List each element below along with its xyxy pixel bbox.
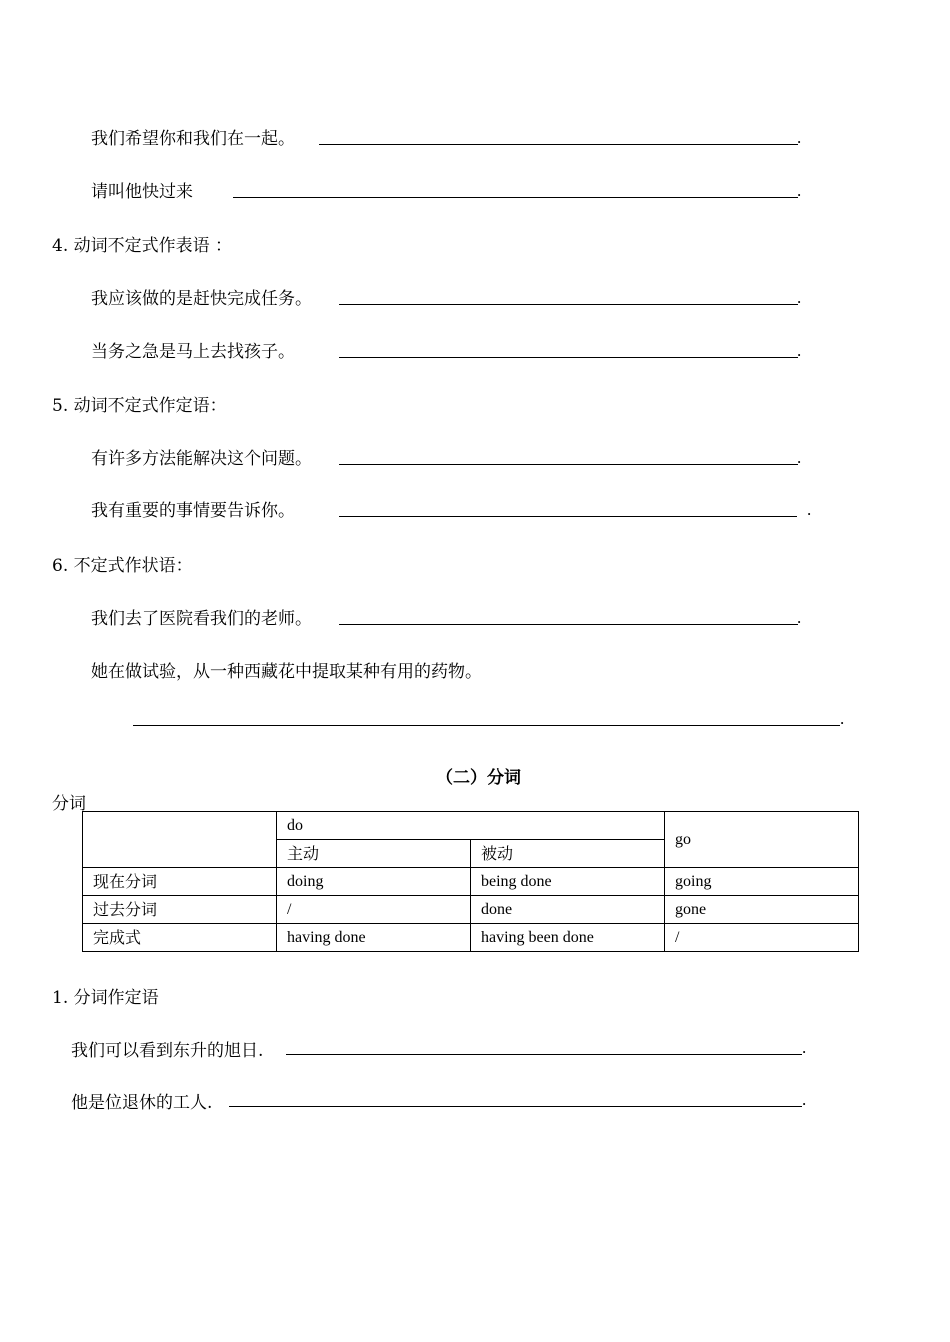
cell-passive: done xyxy=(471,896,665,924)
heading-participle-attributive: 1. 分词作定语 xyxy=(52,988,159,1008)
heading-5: 5. 动词不定式作定语： xyxy=(52,396,227,416)
participle-table xyxy=(82,811,859,952)
table-row xyxy=(83,868,859,896)
sentence-3: 我应该做的是赶快完成任务。 xyxy=(91,289,312,309)
table-header-go: go xyxy=(665,812,859,868)
answer-line-2[interactable] xyxy=(233,197,798,198)
answer-line-8[interactable] xyxy=(133,725,840,726)
sentence-1: 我们希望你和我们在一起。 xyxy=(91,129,295,149)
section-title: （二）分词 xyxy=(436,768,521,788)
answer-line-p1[interactable] xyxy=(286,1054,802,1055)
table-corner-cell xyxy=(83,812,277,868)
table-row xyxy=(83,924,859,952)
table-header-active: 主动 xyxy=(277,840,471,868)
sentence-6: 我有重要的事情要告诉你。 xyxy=(91,501,295,521)
period: . xyxy=(802,1090,807,1109)
table-header-do: do xyxy=(277,812,665,840)
period: . xyxy=(797,288,802,307)
sentence-7: 我们去了医院看我们的老师。 xyxy=(91,609,312,629)
sentence-p1: 我们可以看到东升的旭日. xyxy=(71,1041,264,1061)
period: . xyxy=(797,448,802,467)
cell-passive: being done xyxy=(471,868,665,896)
period: . xyxy=(802,1038,807,1057)
sentence-2: 请叫他快过来 xyxy=(91,182,193,202)
answer-line-7[interactable] xyxy=(339,624,798,625)
cell-active: doing xyxy=(277,868,471,896)
sentence-4: 当务之急是马上去找孩子。 xyxy=(91,342,295,362)
sentence-8: 她在做试验，从一种西藏花中提取某种有用的药物。 xyxy=(91,662,482,682)
answer-line-3[interactable] xyxy=(339,304,798,305)
cell-active: / xyxy=(277,896,471,924)
heading-4: 4. 动词不定式作表语 ： xyxy=(52,236,233,256)
cell-passive: having been done xyxy=(471,924,665,952)
sentence-5: 有许多方法能解决这个问题。 xyxy=(91,449,312,469)
period: . xyxy=(840,709,845,728)
row-label: 完成式 xyxy=(83,924,277,952)
row-label: 现在分词 xyxy=(83,868,277,896)
period: . xyxy=(797,341,802,360)
table-header-passive: 被动 xyxy=(471,840,665,868)
cell-active: having done xyxy=(277,924,471,952)
cell-go: / xyxy=(665,924,859,952)
answer-line-4[interactable] xyxy=(339,357,798,358)
heading-6: 6. 不定式作状语： xyxy=(52,556,193,576)
period: . xyxy=(797,608,802,627)
cell-go: gone xyxy=(665,896,859,924)
period: . xyxy=(797,128,802,147)
answer-line-1[interactable] xyxy=(319,144,798,145)
cell-go: going xyxy=(665,868,859,896)
period: . xyxy=(797,181,802,200)
answer-line-6[interactable] xyxy=(339,516,797,517)
period: . xyxy=(807,500,812,519)
section-label: 分词 xyxy=(52,794,86,814)
row-label: 过去分词 xyxy=(83,896,277,924)
answer-line-p2[interactable] xyxy=(229,1106,802,1107)
sentence-p2: 他是位退休的工人. xyxy=(71,1093,213,1113)
table-row xyxy=(83,896,859,924)
answer-line-5[interactable] xyxy=(339,464,798,465)
